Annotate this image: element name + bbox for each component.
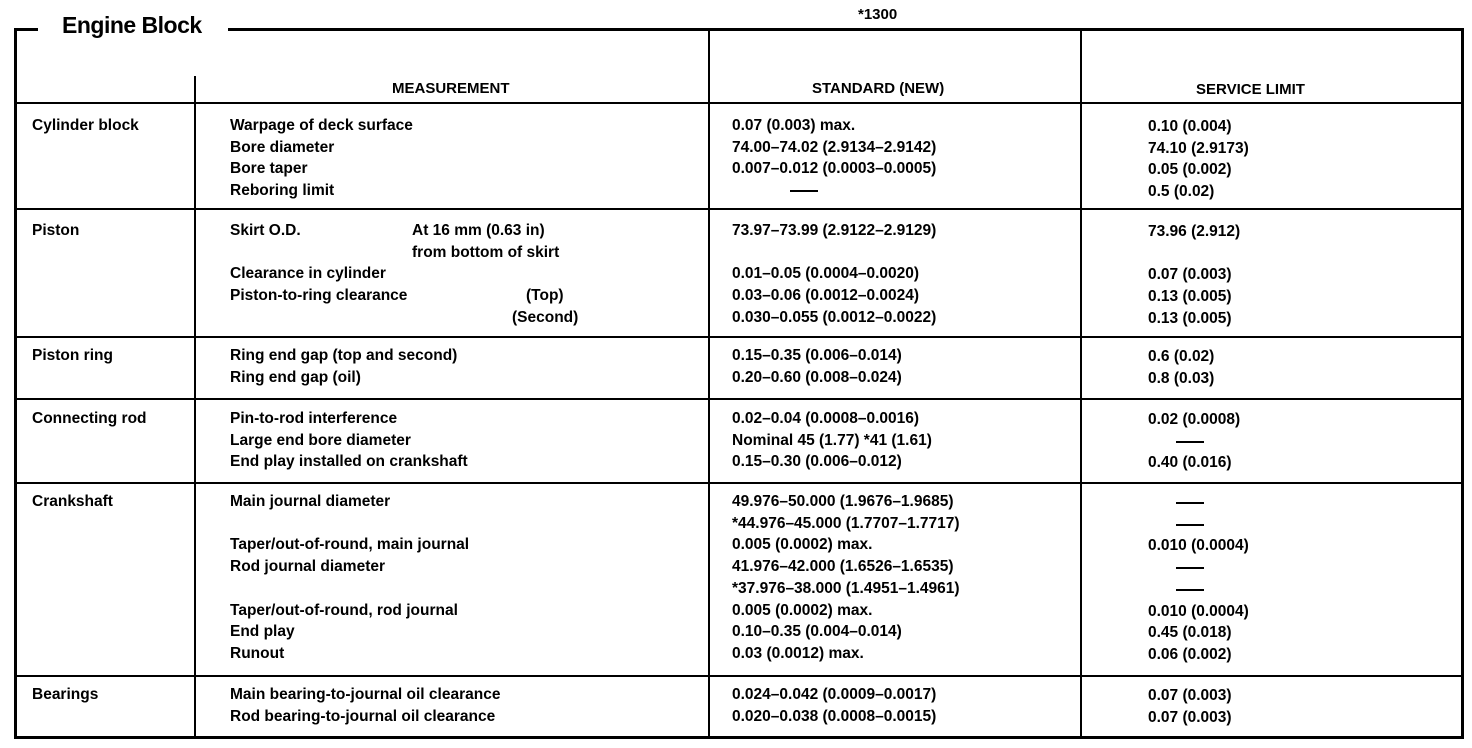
header-bottom-rule <box>14 102 1464 104</box>
col-divider-2 <box>708 28 710 738</box>
standard-value-cell: 49.976–50.000 (1.9676–1.9685) <box>732 493 954 510</box>
standard-value-cell: 0.005 (0.0002) max. <box>732 536 873 554</box>
service-limit-cell: 0.010 (0.0004) <box>1148 537 1249 555</box>
top-rule-left <box>14 28 38 31</box>
measurement-cell: Bore taper <box>230 160 308 178</box>
standard-value-cell: 0.020–0.038 (0.0008–0.0015) <box>732 707 937 725</box>
standard-value-cell: 0.024–0.042 (0.0009–0.0017) <box>732 686 937 703</box>
dash-mark <box>1176 502 1204 504</box>
service-limit-cell: 74.10 (2.9173) <box>1148 139 1249 157</box>
standard-value-cell: 0.07 (0.003) max. <box>732 117 856 134</box>
standard-value-cell: 0.15–0.35 (0.006–0.014) <box>732 347 902 364</box>
service-limit-cell: 0.05 (0.002) <box>1148 161 1232 179</box>
measurement-detail-cell: (Top) <box>526 287 564 305</box>
service-limit-cell: 0.07 (0.003) <box>1148 687 1232 704</box>
measurement-cell: Clearance in cylinder <box>230 265 386 283</box>
service-limit-cell: 0.6 (0.02) <box>1148 348 1215 365</box>
service-limit-cell: 0.010 (0.0004) <box>1148 602 1249 620</box>
measurement-cell: Ring end gap (top and second) <box>230 347 458 364</box>
service-limit-cell <box>1176 579 1204 601</box>
group-divider <box>14 675 1464 677</box>
header-standard: STANDARD (NEW) <box>812 80 945 97</box>
standard-value-cell: 0.005 (0.0002) max. <box>732 601 873 619</box>
measurement-detail-cell: At 16 mm (0.63 in) <box>412 222 545 239</box>
measurement-cell: End play <box>230 623 295 641</box>
service-limit-cell <box>1176 514 1204 536</box>
model-note: *1300 <box>858 6 898 23</box>
measurement-detail-cell: (Second) <box>512 308 579 326</box>
left-border <box>14 28 17 738</box>
service-limit-cell: 0.07 (0.003) <box>1148 708 1232 726</box>
dash-mark <box>1176 567 1204 569</box>
group-divider <box>14 482 1464 484</box>
standard-value-cell: 74.00–74.02 (2.9134–2.9142) <box>732 138 937 156</box>
measurement-cell: Large end bore diameter <box>230 431 411 449</box>
col-divider-3 <box>1080 28 1082 738</box>
service-limit-cell: 0.5 (0.02) <box>1148 183 1215 201</box>
right-border <box>1461 28 1464 738</box>
service-limit-cell <box>1176 557 1204 579</box>
service-limit-cell: 0.45 (0.018) <box>1148 624 1232 642</box>
top-rule-right <box>228 28 1464 31</box>
dash-mark <box>790 190 818 192</box>
group-divider <box>14 208 1464 210</box>
service-limit-cell: 0.07 (0.003) <box>1148 266 1232 284</box>
measurement-cell: Warpage of deck surface <box>230 117 413 134</box>
bottom-border <box>14 736 1464 739</box>
group-label: Crankshaft <box>32 493 113 510</box>
service-limit-cell: 0.10 (0.004) <box>1148 118 1232 135</box>
group-label: Piston ring <box>32 347 113 364</box>
col-divider-1 <box>194 76 196 738</box>
standard-value-cell <box>790 180 818 202</box>
measurement-detail-cell: from bottom of skirt <box>412 243 560 261</box>
measurement-cell: Main bearing-to-journal oil clearance <box>230 686 501 703</box>
standard-value-cell: 41.976–42.000 (1.6526–1.6535) <box>732 558 954 576</box>
standard-value-cell: 0.030–0.055 (0.0012–0.0022) <box>732 308 937 326</box>
group-label: Piston <box>32 222 80 239</box>
service-limit-cell: 0.13 (0.005) <box>1148 288 1232 306</box>
dash-mark <box>1176 441 1204 443</box>
measurement-cell: Taper/out-of-round, rod journal <box>230 601 458 619</box>
standard-value-cell: 0.007–0.012 (0.0003–0.0005) <box>732 160 937 178</box>
service-limit-cell: 0.40 (0.016) <box>1148 454 1232 472</box>
service-limit-cell: 0.13 (0.005) <box>1148 309 1232 327</box>
group-label: Cylinder block <box>32 117 139 134</box>
group-label: Connecting rod <box>32 410 147 427</box>
group-label: Bearings <box>32 686 99 703</box>
header-measurement: MEASUREMENT <box>392 80 510 97</box>
header-service-limit: SERVICE LIMIT <box>1196 81 1305 98</box>
group-divider <box>14 398 1464 400</box>
service-limit-cell: 0.02 (0.0008) <box>1148 411 1241 428</box>
service-limit-cell: 0.8 (0.03) <box>1148 369 1215 387</box>
dash-mark <box>1176 589 1204 591</box>
measurement-cell: Taper/out-of-round, main journal <box>230 536 470 554</box>
standard-value-cell: 0.01–0.05 (0.0004–0.0020) <box>732 265 920 283</box>
standard-value-cell: *44.976–45.000 (1.7707–1.7717) <box>732 514 960 532</box>
standard-value-cell: 0.03 (0.0012) max. <box>732 644 864 662</box>
dash-mark <box>1176 524 1204 526</box>
standard-value-cell: 0.03–0.06 (0.0012–0.0024) <box>732 287 920 305</box>
standard-value-cell: 0.10–0.35 (0.004–0.014) <box>732 623 902 641</box>
table-title: Engine Block <box>62 12 202 38</box>
measurement-cell: Reboring limit <box>230 182 335 200</box>
standard-value-cell: 0.02–0.04 (0.0008–0.0016) <box>732 410 920 427</box>
measurement-cell: End play installed on crankshaft <box>230 453 468 471</box>
measurement-cell: Rod bearing-to-journal oil clearance <box>230 707 496 725</box>
service-limit-cell: 0.06 (0.002) <box>1148 645 1232 663</box>
measurement-cell: Piston-to-ring clearance <box>230 287 408 305</box>
standard-value-cell: Nominal 45 (1.77) *41 (1.61) <box>732 431 932 449</box>
standard-value-cell: *37.976–38.000 (1.4951–1.4961) <box>732 579 960 597</box>
service-limit-cell: 73.96 (2.912) <box>1148 223 1241 240</box>
measurement-cell: Rod journal diameter <box>230 558 386 576</box>
measurement-cell: Ring end gap (oil) <box>230 368 361 386</box>
standard-value-cell: 0.15–0.30 (0.006–0.012) <box>732 453 902 471</box>
service-limit-cell <box>1176 431 1204 453</box>
measurement-cell: Main journal diameter <box>230 493 391 510</box>
standard-value-cell: 0.20–0.60 (0.008–0.024) <box>732 368 902 386</box>
service-limit-cell <box>1176 492 1204 514</box>
measurement-cell: Bore diameter <box>230 138 335 156</box>
standard-value-cell: 73.97–73.99 (2.9122–2.9129) <box>732 222 937 239</box>
measurement-cell: Skirt O.D. <box>230 222 301 239</box>
measurement-cell: Pin-to-rod interference <box>230 410 398 427</box>
group-divider <box>14 336 1464 338</box>
measurement-cell: Runout <box>230 644 285 662</box>
